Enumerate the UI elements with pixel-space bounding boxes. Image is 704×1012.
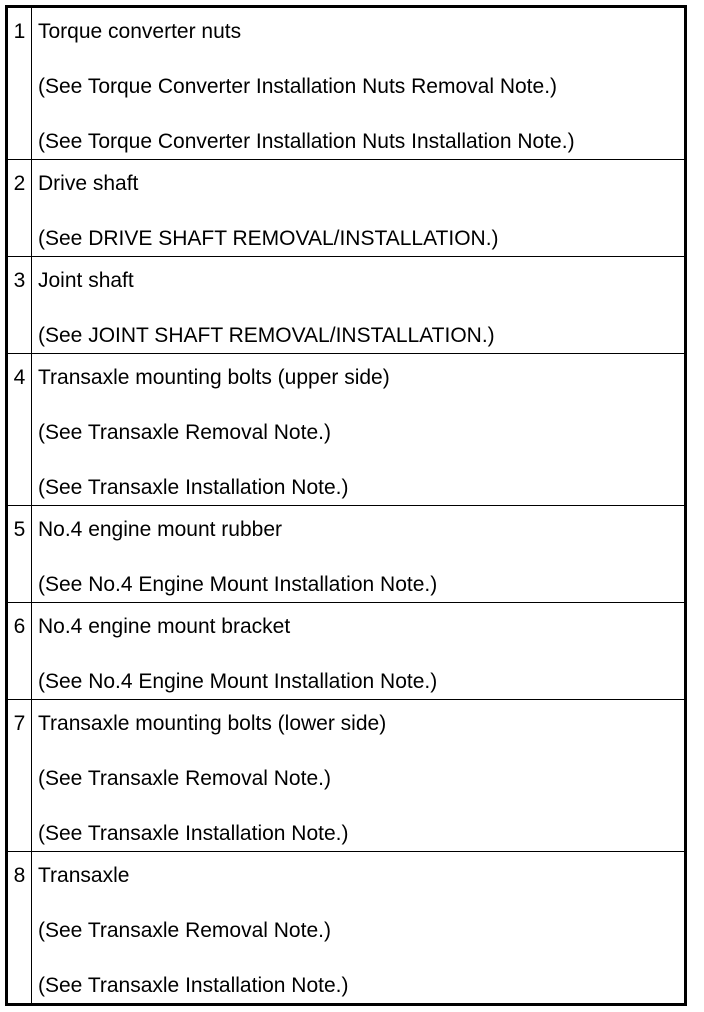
- reference-note: (See DRIVE SHAFT REMOVAL/INSTALLATION.): [38, 227, 499, 250]
- step-description-cell: [32, 852, 686, 1005]
- step-title: Transaxle mounting bolts (lower side): [38, 712, 387, 735]
- reference-note: (See Torque Converter Installation Nuts Installation Note.): [38, 130, 575, 153]
- step-description-cell: [32, 603, 686, 700]
- step-number-cell: [7, 603, 32, 700]
- reference-note: (See Transaxle Removal Note.): [38, 421, 331, 444]
- step-description-cell: [32, 257, 686, 354]
- step-number: 6: [13, 615, 26, 638]
- step-description-cell: [32, 7, 686, 160]
- table-row: [7, 354, 686, 506]
- step-number-cell: [7, 7, 32, 160]
- step-number-cell: [7, 852, 32, 1005]
- table-row: [7, 257, 686, 354]
- reference-note: (See JOINT SHAFT REMOVAL/INSTALLATION.): [38, 324, 495, 347]
- step-number-cell: [7, 506, 32, 603]
- reference-note: (See Torque Converter Installation Nuts Removal Note.): [38, 75, 558, 98]
- step-title: No.4 engine mount bracket: [38, 615, 291, 638]
- reference-note: (See Transaxle Removal Note.): [38, 767, 331, 790]
- step-number: 3: [13, 269, 26, 292]
- step-description-cell: [32, 700, 686, 852]
- step-title: Drive shaft: [38, 172, 139, 195]
- step-title: Joint shaft: [38, 269, 134, 292]
- reference-note: (See No.4 Engine Mount Installation Note.): [38, 573, 438, 596]
- reference-note: (See Transaxle Installation Note.): [38, 974, 349, 997]
- step-number-cell: [7, 700, 32, 852]
- step-title: Transaxle: [38, 864, 130, 887]
- step-number-cell: [7, 257, 32, 354]
- reference-note: (See Transaxle Installation Note.): [38, 476, 349, 499]
- procedure-table: [5, 5, 687, 1006]
- reference-note: (See No.4 Engine Mount Installation Note.): [38, 670, 438, 693]
- table-row: [7, 852, 686, 1005]
- step-description-cell: [32, 506, 686, 603]
- table-row: [7, 700, 686, 852]
- table-row: [7, 603, 686, 700]
- table-row: [7, 7, 686, 160]
- table-row: [7, 160, 686, 257]
- step-title: Transaxle mounting bolts (upper side): [38, 366, 390, 389]
- reference-note: (See Transaxle Installation Note.): [38, 822, 349, 845]
- step-number-cell: [7, 354, 32, 506]
- step-description-cell: [32, 160, 686, 257]
- step-number: 8: [13, 864, 26, 887]
- table-row: [7, 506, 686, 603]
- step-title: Torque converter nuts: [38, 20, 242, 43]
- step-number: 2: [13, 172, 26, 195]
- step-number: 1: [13, 20, 26, 43]
- reference-note: (See Transaxle Removal Note.): [38, 919, 331, 942]
- step-number-cell: [7, 160, 32, 257]
- step-title: No.4 engine mount rubber: [38, 518, 282, 541]
- step-number: 4: [13, 366, 26, 389]
- step-number: 5: [13, 518, 26, 541]
- step-number: 7: [13, 712, 26, 735]
- step-description-cell: [32, 354, 686, 506]
